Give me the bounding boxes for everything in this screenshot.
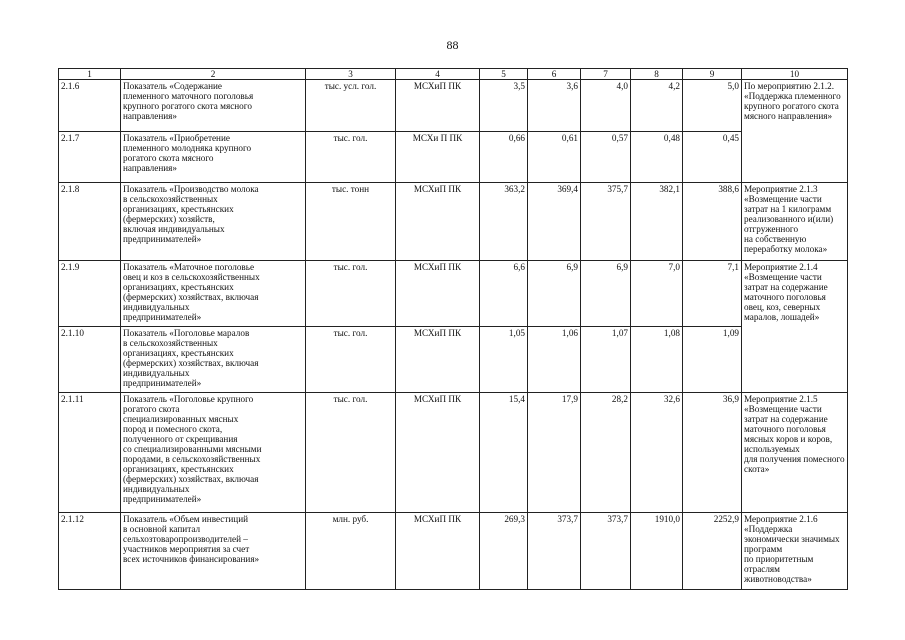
- row-unit: тыс. гол.: [306, 261, 396, 327]
- table-row: [59, 80, 848, 132]
- row-responsible: МСХиП ПК: [396, 261, 480, 327]
- row-unit: тыс. усл. гол.: [306, 80, 396, 132]
- row-responsible: МСХиП ПК: [396, 80, 480, 132]
- event-cell: Мероприятие 2.1.3 «Возмещение части затрат на 1 килограмм реализованного и(или) отгруженного на собственную переработку молока»: [742, 183, 848, 261]
- row-value: 369,4: [528, 183, 581, 261]
- row-code: 2.1.7: [59, 132, 121, 183]
- row-responsible: МСХиП ПК: [396, 327, 480, 393]
- row-value: 388,6: [683, 183, 742, 261]
- row-value: 0,66: [480, 132, 528, 183]
- row-unit: млн. руб.: [306, 513, 396, 590]
- table-row: [59, 183, 848, 261]
- row-value: 375,7: [581, 183, 631, 261]
- event-cell: Мероприятие 2.1.4 «Возмещение части затрат на содержание маточного поголовья овец, коз, северных маралов, лошадей»: [742, 261, 848, 393]
- row-value: 6,6: [480, 261, 528, 327]
- row-value: 0,45: [683, 132, 742, 183]
- row-value: 1,09: [683, 327, 742, 393]
- row-unit: тыс. гол.: [306, 393, 396, 513]
- table-row: [59, 513, 848, 590]
- row-value: 36,9: [683, 393, 742, 513]
- col-header: 3: [306, 69, 396, 80]
- page-number: 88: [446, 38, 459, 52]
- row-value: 269,3: [480, 513, 528, 590]
- row-value: 6,9: [528, 261, 581, 327]
- row-value: 32,6: [631, 393, 683, 513]
- indicators-table: [58, 68, 848, 590]
- event-cell: Мероприятие 2.1.6 «Поддержка экономически значимых программ по приоритетным отраслям животноводства»: [742, 513, 848, 590]
- col-header: 8: [631, 69, 683, 80]
- col-header: 1: [59, 69, 121, 80]
- row-value: 2252,9: [683, 513, 742, 590]
- header-row: [59, 69, 848, 80]
- row-value: 7,0: [631, 261, 683, 327]
- row-indicator: Показатель «Производство молока в сельскохозяйственных организациях, крестьянских (фермерских) хозяйств, включая индивидуальных предпринимателей»: [121, 183, 306, 261]
- row-responsible: МСХиП ПК: [396, 183, 480, 261]
- row-indicator: Показатель «Поголовье маралов в сельскохозяйственных организациях, крестьянских (фермерских) хозяйствах, включая индивидуальных предпринимателей»: [121, 327, 306, 393]
- row-value: 28,2: [581, 393, 631, 513]
- row-value: 0,61: [528, 132, 581, 183]
- row-indicator: Показатель «Содержание племенного маточного поголовья крупного рогатого скота мясного направления»: [121, 80, 306, 132]
- row-value: 6,9: [581, 261, 631, 327]
- row-value: 5,0: [683, 80, 742, 132]
- col-header: 4: [396, 69, 480, 80]
- row-code: 2.1.10: [59, 327, 121, 393]
- row-value: 1,08: [631, 327, 683, 393]
- row-code: 2.1.6: [59, 80, 121, 132]
- row-value: 7,1: [683, 261, 742, 327]
- col-header: 6: [528, 69, 581, 80]
- row-value: 1,05: [480, 327, 528, 393]
- row-value: 382,1: [631, 183, 683, 261]
- table-row: [59, 327, 848, 393]
- row-unit: тыс. гол.: [306, 327, 396, 393]
- row-value: 0,48: [631, 132, 683, 183]
- row-value: 15,4: [480, 393, 528, 513]
- row-unit: тыс. тонн: [306, 183, 396, 261]
- row-value: 3,6: [528, 80, 581, 132]
- row-value: 373,7: [581, 513, 631, 590]
- row-code: 2.1.9: [59, 261, 121, 327]
- row-indicator: Показатель «Объем инвестиций в основной капитал сельхозтоваропроизводителей – участников мероприятия за счет всех источников финансирования»: [121, 513, 306, 590]
- col-header: 5: [480, 69, 528, 80]
- row-code: 2.1.11: [59, 393, 121, 513]
- row-value: 4,0: [581, 80, 631, 132]
- row-indicator: Показатель «Поголовье крупного рогатого скота специализированных мясных пород и помесного скота, полученного от скрещивания со специализированными мясными породами, в сельскохозяйственных организациях, крестьянских (фермерских) хозяйствах, включая индивидуальных предпринимателей»: [121, 393, 306, 513]
- row-responsible: МСХиП ПК: [396, 513, 480, 590]
- row-value: 1,07: [581, 327, 631, 393]
- row-responsible: МСХи П ПК: [396, 132, 480, 183]
- col-header: 7: [581, 69, 631, 80]
- row-code: 2.1.12: [59, 513, 121, 590]
- row-value: 1910,0: [631, 513, 683, 590]
- table-row: [59, 261, 848, 327]
- row-value: 0,57: [581, 132, 631, 183]
- row-value: 17,9: [528, 393, 581, 513]
- row-indicator: Показатель «Приобретение племенного молодняка крупного рогатого скота мясного направления»: [121, 132, 306, 183]
- table-row: [59, 393, 848, 513]
- row-value: 1,06: [528, 327, 581, 393]
- row-value: 3,5: [480, 80, 528, 132]
- row-value: 373,7: [528, 513, 581, 590]
- table-row: [59, 132, 848, 183]
- row-unit: тыс. гол.: [306, 132, 396, 183]
- row-responsible: МСХиП ПК: [396, 393, 480, 513]
- row-value: 363,2: [480, 183, 528, 261]
- row-value: 4,2: [631, 80, 683, 132]
- col-header: 10: [742, 69, 848, 80]
- event-cell: По мероприятию 2.1.2. «Поддержка племенного крупного рогатого скота мясного направления»: [742, 80, 848, 183]
- col-header: 9: [683, 69, 742, 80]
- row-code: 2.1.8: [59, 183, 121, 261]
- event-cell: Мероприятие 2.1.5 «Возмещение части затрат на содержание маточного поголовья мясных коров и коров, используемых для получения помесного скота»: [742, 393, 848, 513]
- row-indicator: Показатель «Маточное поголовье овец и коз в сельскохозяйственных организациях, крестьянских (фермерских) хозяйствах, включая индивидуальных предпринимателей»: [121, 261, 306, 327]
- col-header: 2: [121, 69, 306, 80]
